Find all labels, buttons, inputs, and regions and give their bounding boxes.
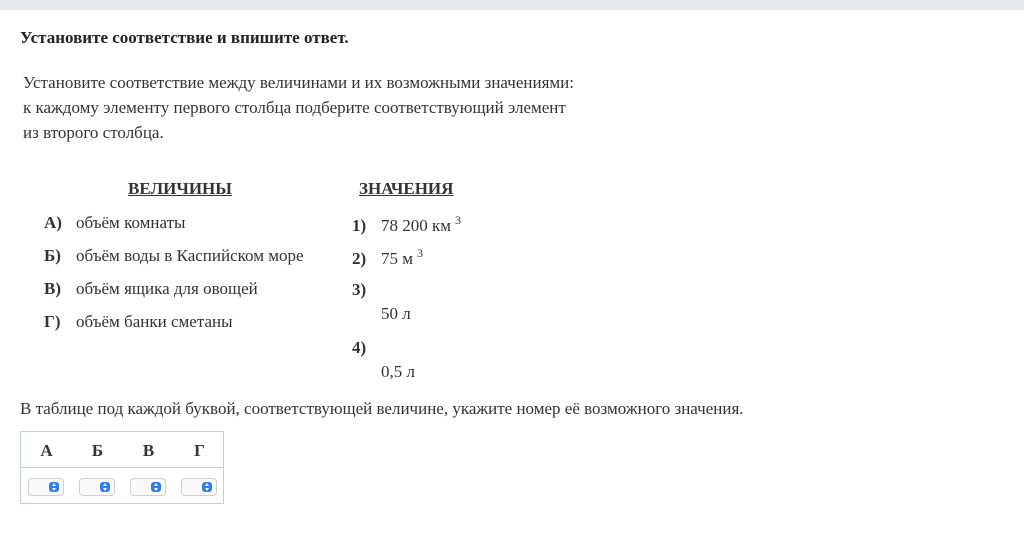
quantity-letter: А) — [44, 213, 62, 232]
quantity-item — [44, 246, 304, 266]
value-item — [352, 213, 461, 236]
quantity-letter: Б) — [44, 246, 61, 265]
answer-select-b[interactable] — [79, 478, 115, 496]
intro-line: Установите соответствие между величинами и их возможными значениями: — [23, 73, 574, 92]
task-intro — [23, 70, 623, 145]
value-number: 2) — [352, 249, 367, 268]
select-arrows-icon — [49, 482, 59, 492]
table-divider — [21, 467, 223, 468]
intro-line: из второго столбца. — [23, 123, 164, 142]
values-header: ЗНАЧЕНИЯ — [359, 179, 454, 198]
value-exponent: 3 — [455, 213, 462, 227]
answer-header-g: Г — [194, 441, 205, 460]
quantity-letter: В) — [44, 279, 61, 298]
quantity-text: объём воды в Каспийском море — [76, 246, 304, 265]
value-text: 78 200 км — [381, 216, 452, 235]
quantity-text: объём банки сметаны — [76, 312, 233, 331]
value-exponent: 3 — [417, 246, 424, 260]
intro-line: к каждому элементу первого столбца подберите соответствующий элемент — [23, 98, 566, 117]
select-arrows-icon — [100, 482, 110, 492]
value-text: 75 м — [381, 249, 414, 268]
answer-header-a: А — [40, 441, 53, 460]
select-arrows-icon — [202, 482, 212, 492]
quantity-text: объём ящика для овощей — [76, 279, 258, 298]
value-number: 4) — [352, 338, 367, 357]
value-number: 3) — [352, 280, 367, 299]
answer-header-b: Б — [91, 441, 104, 460]
answer-header-v: В — [142, 441, 155, 460]
value-text: 0,5 л — [381, 362, 415, 381]
select-arrows-icon — [151, 482, 161, 492]
quantity-text: объём комнаты — [76, 213, 186, 232]
quantity-item — [44, 279, 258, 299]
answer-table — [20, 431, 224, 504]
instruction-text: В таблице под каждой буквой, соответствующей величине, укажите номер её возможного значения. — [20, 399, 744, 418]
task-heading: Установите соответствие и впишите ответ. — [20, 28, 349, 47]
value-item — [352, 246, 423, 269]
answer-select-a[interactable] — [28, 478, 64, 496]
quantity-item — [44, 213, 185, 233]
value-text: 50 л — [381, 304, 411, 323]
quantity-letter: Г) — [44, 312, 61, 331]
quantity-item — [44, 312, 233, 332]
top-bar — [0, 0, 1024, 10]
answer-select-v[interactable] — [130, 478, 166, 496]
quantities-header: ВЕЛИЧИНЫ — [128, 179, 232, 198]
value-item — [352, 338, 381, 358]
value-number: 1) — [352, 216, 367, 235]
value-item — [352, 280, 381, 300]
answer-select-g[interactable] — [181, 478, 217, 496]
